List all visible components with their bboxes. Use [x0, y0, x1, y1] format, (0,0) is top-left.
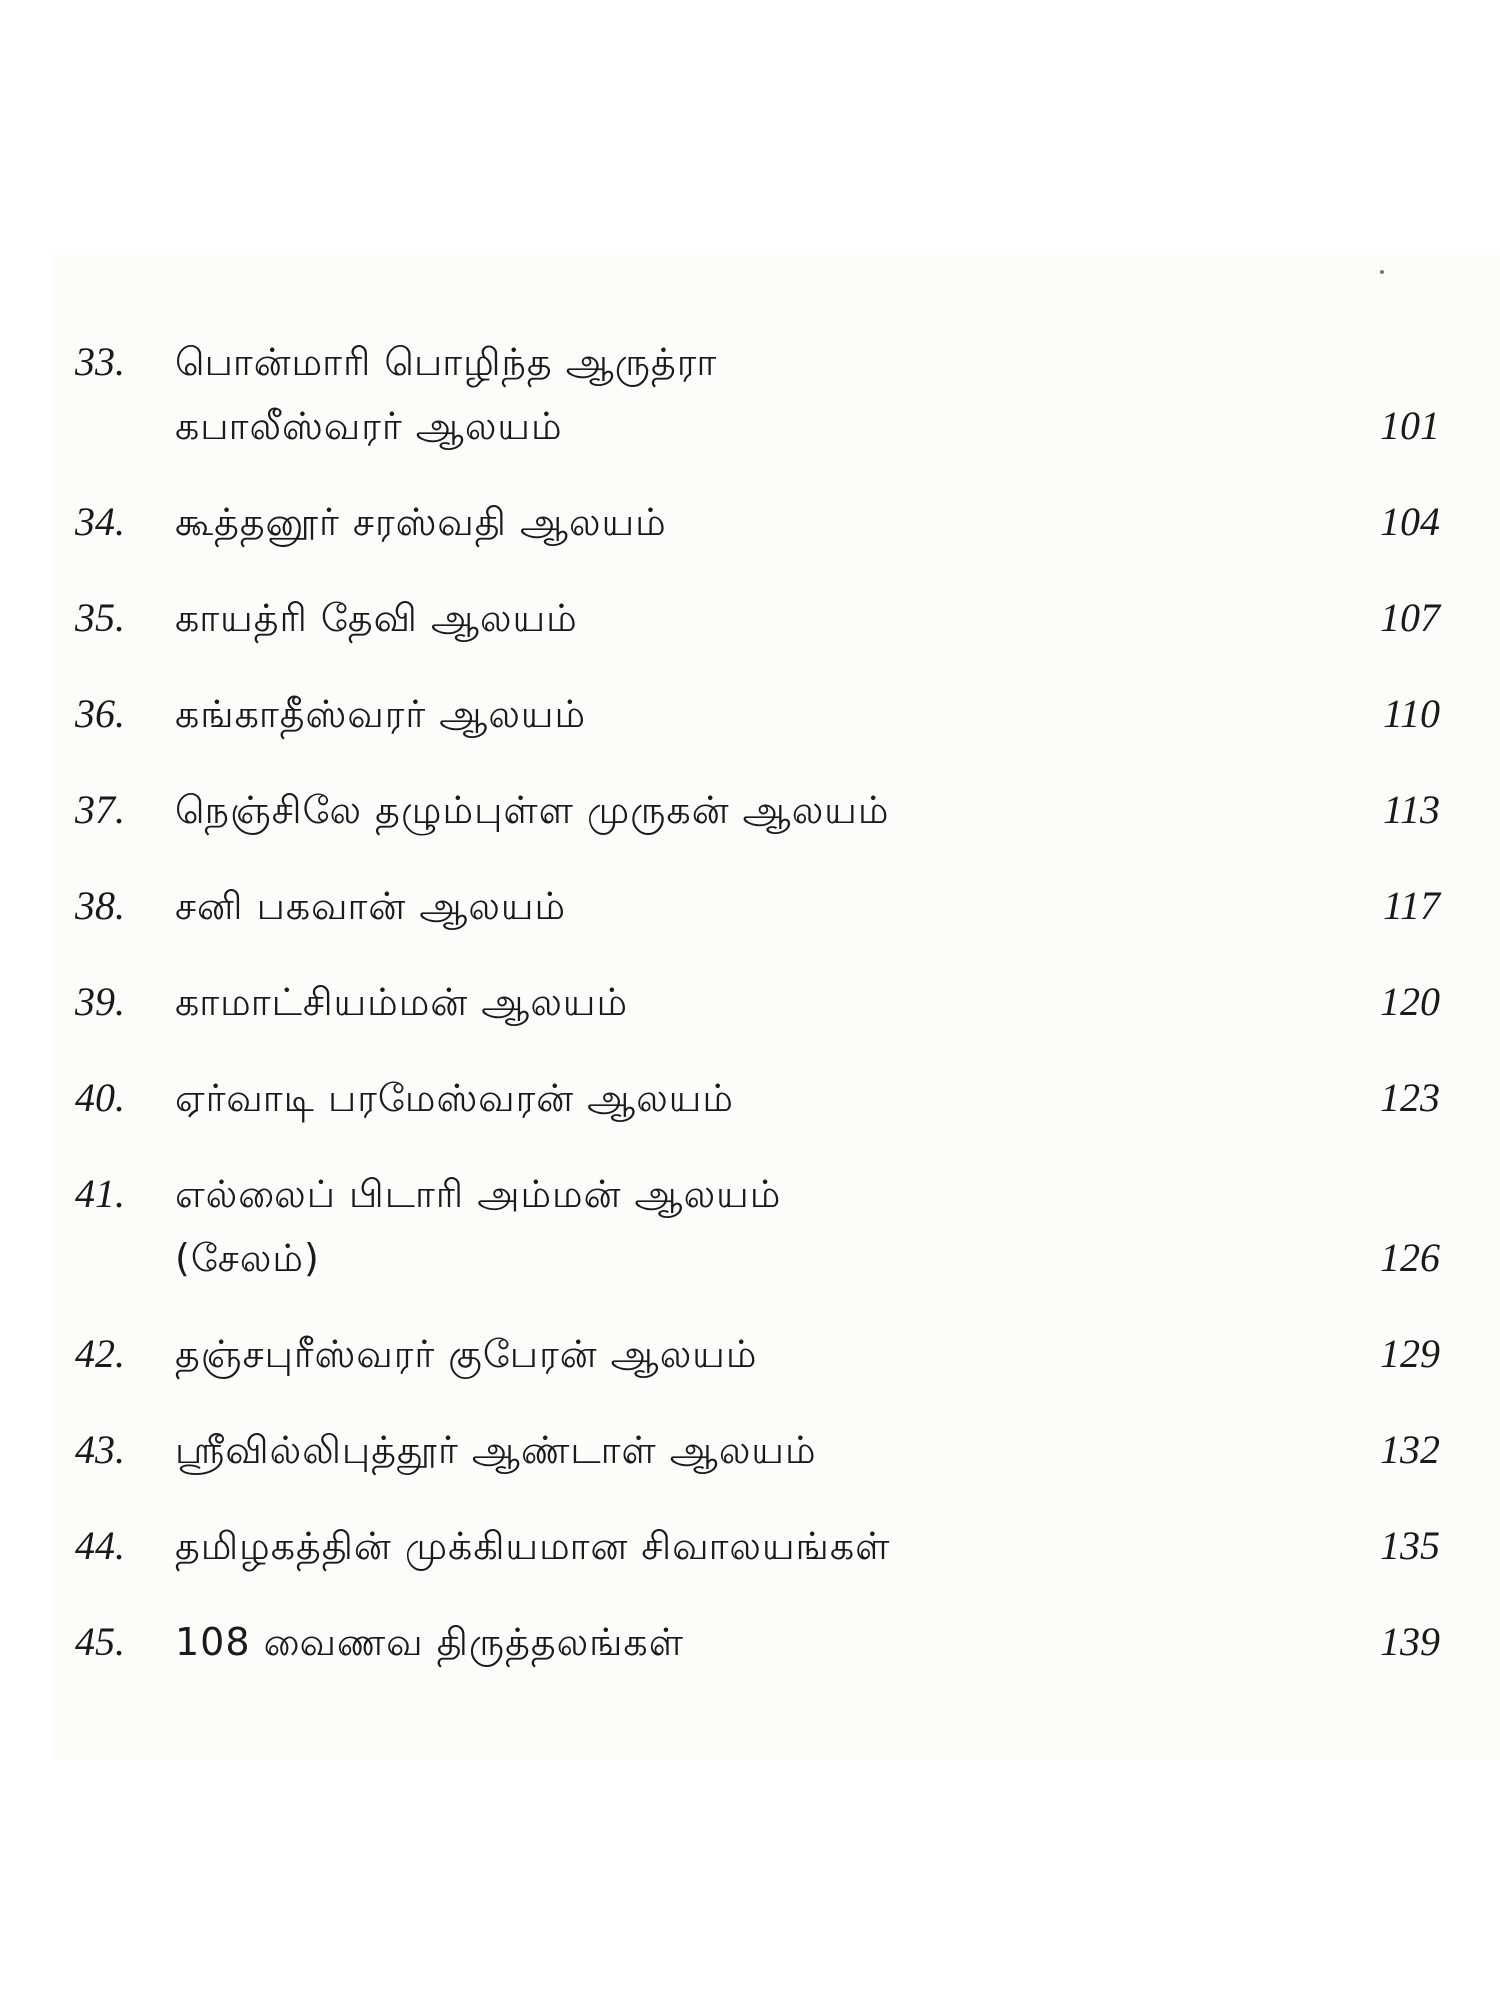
- entry-title: சனி பகவான் ஆலயம்: [175, 884, 567, 928]
- entry-number: 39.: [75, 979, 125, 1024]
- entry-number: 45.: [75, 1619, 125, 1664]
- entry-page-number: 123: [1380, 1075, 1440, 1120]
- entry-page-number: 117: [1382, 883, 1440, 928]
- entry-number: 41.: [75, 1171, 125, 1216]
- ink-speck: [1380, 270, 1384, 274]
- entry-number: 36.: [75, 691, 125, 736]
- entry-page-number: 126: [1380, 1235, 1440, 1280]
- entry-title: தமிழகத்தின் முக்கியமான சிவாலயங்கள்: [175, 1524, 891, 1568]
- entry-number: 43.: [75, 1427, 125, 1472]
- entry-title: ஏர்வாடி பரமேஸ்வரன் ஆலயம்: [175, 1076, 734, 1120]
- entry-title: நெஞ்சிலே தழும்புள்ள முருகன் ஆலயம்: [175, 788, 890, 832]
- entry-title: கங்காதீஸ்வரர் ஆலயம்: [175, 692, 587, 736]
- entry-title: எல்லைப் பிடாரி அம்மன் ஆலயம் (சேலம்): [175, 1172, 782, 1280]
- entry-number: 42.: [75, 1331, 125, 1376]
- entry-title: காமாட்சியம்மன் ஆலயம்: [175, 980, 629, 1024]
- entry-title: 108 வைணவ திருத்தலங்கள்: [175, 1620, 685, 1664]
- entry-title: கூத்தனூர் சரஸ்வதி ஆலயம்: [175, 500, 667, 544]
- entry-number: 40.: [75, 1075, 125, 1120]
- entry-page-number: 129: [1380, 1331, 1440, 1376]
- entry-page-number: 107: [1380, 595, 1440, 640]
- entry-number: 38.: [75, 883, 125, 928]
- entry-number: 37.: [75, 787, 125, 832]
- entry-number: 35.: [75, 595, 125, 640]
- entry-page-number: 135: [1380, 1523, 1440, 1568]
- entry-page-number: 139: [1380, 1619, 1440, 1664]
- entry-number: 33.: [75, 339, 125, 384]
- entry-title: பொன்மாரி பொழிந்த ஆருத்ரா கபாலீஸ்வரர் ஆலயம்: [175, 340, 718, 448]
- entry-page-number: 101: [1380, 403, 1440, 448]
- entry-title: தஞ்சபுரீஸ்வரர் குபேரன் ஆலயம்: [175, 1332, 758, 1376]
- entry-page-number: 132: [1380, 1427, 1440, 1472]
- entry-page-number: 104: [1380, 499, 1440, 544]
- entry-number: 44.: [75, 1523, 125, 1568]
- entry-title: காயத்ரி தேவி ஆலயம்: [175, 596, 578, 640]
- entry-number: 34.: [75, 499, 125, 544]
- entry-page-number: 113: [1382, 787, 1440, 832]
- entry-title: ஸ்ரீவில்லிபுத்தூர் ஆண்டாள் ஆலயம்: [175, 1428, 817, 1472]
- entry-page-number: 120: [1380, 979, 1440, 1024]
- entry-page-number: 110: [1382, 691, 1440, 736]
